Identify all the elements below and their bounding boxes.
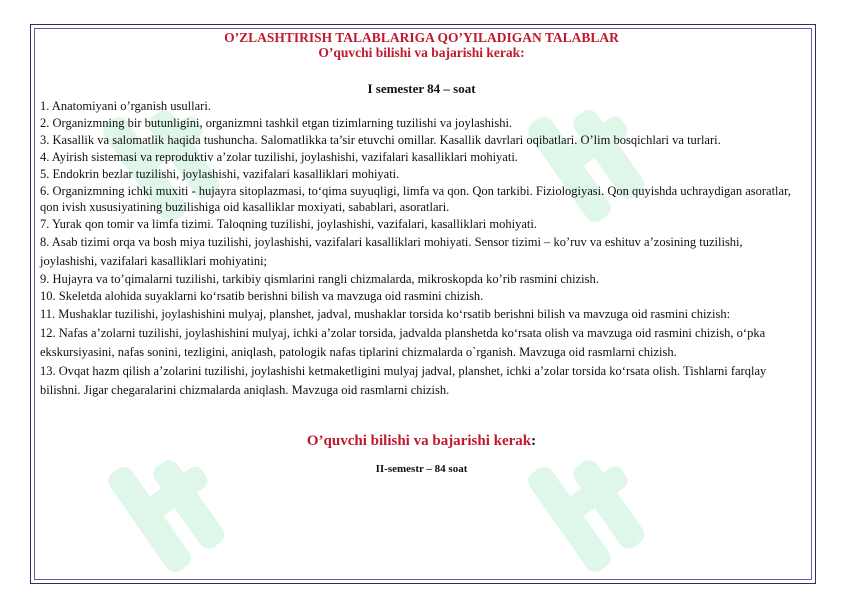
footer-heading: [40, 432, 803, 450]
list-item: 5. Endokrin bezlar tuzilishi, joylashishi, vazifalari kasalliklari mohiyati.: [40, 167, 400, 181]
list-item: 7. Yurak qon tomir va limfa tizimi. Taloqning tuzilishi, joylashishi, vazifalari, kasalliklari mohiyati.: [40, 217, 537, 231]
footer-heading-colon: :: [531, 433, 537, 449]
list-item: 8. Asab tizimi orqa va bosh miya tuzilishi, joylashishi, vazifalari kasalliklari mohiyati. Sensor tizimi – ko’ruv va eshituv a’zosining tuzilishi, joylashishi, vazifalari kasalliklari mohiyatini;: [40, 235, 743, 268]
semester-heading: I semester 84 – soat: [367, 81, 476, 96]
list-item: 11. Mushaklar tuzilishi, joylashishini mulyaj, planshet, jadval, mushaklar torsida ko‘rsatib berishni bilish va mavzuga oid rasmini chizish:: [40, 307, 731, 321]
list-item: 12. Nafas a’zolarni tuzilishi, joylashishini mulyaj, ichki a’zolar torsida, jadvalda planshetda ko‘rsata olish va mavzuga oid rasmini chizish, o‘pka ekskursiyasini, nafas sonini, tezligini, aniqlash, patologik nafas tiplarini chizmalarda o`rganish. Mavzuga oid rasmlarni chizish.: [40, 326, 766, 359]
list-item: 3. Kasallik va salomatlik haqida tushuncha. Salomatlikka ta’sir etuvchi omillar. Kasallik davrlari oqibatlari. O’lim bosqichlari va turlari.: [40, 133, 721, 147]
semester2-heading: II-semestr – 84 soat: [375, 463, 468, 475]
page-title: O’ZLASHTIRISH TALABLARIGA QO’YILADIGAN TALABLAR: [224, 30, 619, 45]
document-body: [40, 30, 803, 476]
list-item: 9. Hujayra va to’qimalarni tuzilishi, tarkibiy qismlarini rangli chizmalarda, mikroskopda ko’rib rasmini chizish.: [40, 272, 599, 286]
list-item: 13. Ovqat hazm qilish a’zolarini tuzilishi, joylashishi ketmaketligini mulyaj jadval, planshet, ichki a’zolar torsida ko‘rsata olish. Tishlarni farqlay bilishni. Jigar chegaralarini chizmalarda aniqlash. Mavzuga oid rasmlarni chizish.: [40, 364, 767, 397]
page-subtitle: O’quvchi bilishi va bajarishi kerak:: [318, 45, 525, 60]
list-item: 1. Anatomiyani o’rganish usullari.: [40, 99, 211, 113]
requirements-list: [40, 98, 803, 400]
list-item: 6. Organizmning ichki muxiti - hujayra sitoplazmasi, to‘qima suyuqligi, limfa va qon. Qon tarkibi. Fiziologiyasi. Qon quyishda uchraydigan asoratlar, qon ivish xususiyatining buzilishiga oid kasalliklar moxiyati, sabablari, asoratlari.: [40, 184, 791, 214]
list-item: 2. Organizmning bir butunligini, organizmni tashkil etgan tizimlarning tuzilishi va joylashishi.: [40, 116, 513, 130]
list-item: 4. Ayirish sistemasi va reproduktiv a’zolar tuzilishi, joylashishi, vazifalari kasalliklari mohiyati.: [40, 150, 518, 164]
list-item: 10. Skeletda alohida suyaklarni ko‘rsatib berishni bilish va mavzuga oid rasmini chizish.: [40, 289, 484, 303]
footer-heading-text: O’quvchi bilishi va bajarishi kerak: [306, 433, 532, 449]
